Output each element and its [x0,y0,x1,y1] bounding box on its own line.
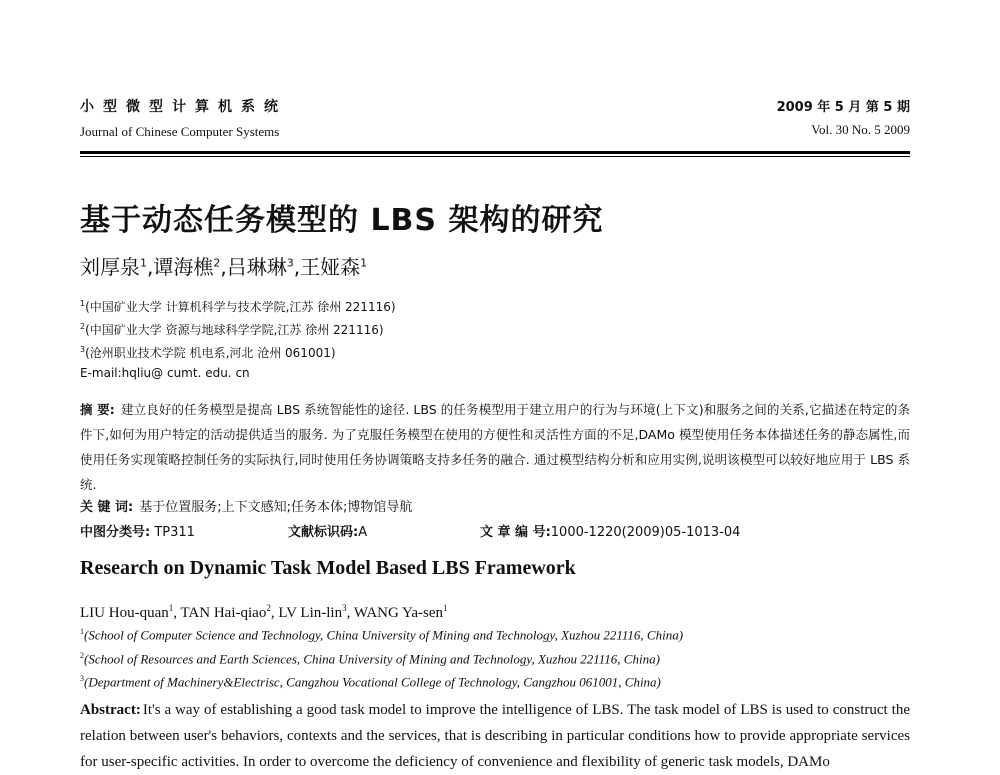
paper-title-en: Research on Dynamic Task Model Based LBS Framework [80,557,576,579]
affiliation-en [80,627,683,643]
affiliation-cn [80,321,384,338]
clc-label: 中图分类号: [80,525,151,540]
issue-date-cn: 2009 年 5 月 第 5 期 [776,100,910,115]
abstract-en-text: It's a way of establishing a good task model to improve the intelligence of LBS. The task model of LBS is used to construct the relation between user's behaviors, contexts and the services, that is describing in particular conditions how to provide appropriate services for user-specific activities. In order to overcome the deficiency of convenience and flexibility of generic task models, DAMo [80,702,910,770]
author-name: 谭海樵 [153,255,214,279]
doc-label: 文献标识码: [288,525,359,540]
author-name: 王娅森 [300,255,361,279]
author-sup: 1 [140,256,147,270]
aff-sup: 3 [80,345,86,354]
abstract-cn [80,397,910,497]
keywords-cn [80,496,412,515]
aff-text: (Department of Machinery&Electrisc, Cangzhou Vocational College of Technology, Cangzhou 061001, China) [84,674,661,690]
journal-title-cn: 小型微型计算机系统 [80,99,287,115]
aff-text: (中国矿业大学 资源与地球科学学院,江苏 徐州 221116) [85,323,384,337]
clc-code [80,521,195,540]
keywords-cn-text: 基于位置服务;上下文感知;任务本体;博物馆导航 [139,500,413,515]
author-sup: 1 [360,256,368,270]
author-name: 吕琳琳 [226,255,287,279]
authors-cn: 刘厚泉$^1$,谭海樵$^2$,吕琳琳$^3$,王娅森$^1$ [80,255,368,279]
email: E-mail:hqliu@ cumt. edu. cn [80,366,250,380]
author-sup: 1 [168,603,174,613]
author-sup: 3 [342,603,347,613]
journal-title-en: Journal of Chinese Computer Systems [80,124,280,139]
keywords-cn-label: 关 键 词: [80,500,134,515]
aff-sup: 3 [80,674,84,683]
author-name: 刘厚泉 [80,255,140,279]
abstract-cn-label: 摘 要: [80,402,115,417]
author-name-en: WANG Ya-sen [353,605,443,621]
aff-text: (中国矿业大学 计算机科学与技术学院,江苏 徐州 221116) [85,300,396,314]
affiliation-en [80,651,660,667]
article-label: 文 章 编 号: [480,525,551,540]
article-value: 1000-1220(2009)05-1013-04 [550,525,741,540]
abstract-en [80,697,910,775]
aff-sup: 1 [80,627,84,636]
article-number [480,521,740,540]
author-sup: 3 [286,256,294,270]
header-rule-thick [80,151,910,154]
clc-value: TP311 [154,525,195,540]
aff-sup: 2 [80,651,84,660]
author-sup: 2 [266,603,271,613]
header-rule-thin [80,156,910,157]
volume-info: Vol. 30 No. 5 2009 [811,122,910,137]
author-sup: 2 [213,256,221,270]
author-name-en: LIU Hou-quan [80,605,169,621]
aff-text: (School of Resources and Earth Sciences, China University of Mining and Technology, Xuzhou 221116, China) [84,651,660,667]
affiliation-en [80,674,661,690]
aff-sup: 2 [80,322,86,331]
aff-sup: 1 [80,299,86,308]
doc-value: A [358,525,368,540]
author-name-en: LV Lin-lin [278,605,343,621]
doc-code [288,521,367,540]
author-name-en: TAN Hai-qiao [180,605,267,621]
aff-text: (School of Computer Science and Technology, China University of Mining and Technology, Xuzhou 221116, China) [84,627,684,643]
abstract-en-label: Abstract: [80,702,141,718]
abstract-cn-text: 建立良好的任务模型是提高 LBS 系统智能性的途径. LBS 的任务模型用于建立用户的行为与环境(上下文)和服务之间的关系,它描述在特定的条件下,如何为用户特定的活动提供适当的服务. 为了克服任务模型在使用的方便性和灵活性方面的不足,DAMo 模型使用任务本体描述任务的静态属性,而使用任务实现策略控制任务的实际执行,同时使用任务协调策略支持多任务的融合. 通过模型结构分析和应用实例,说明该模型可以较好地应用于 LBS 系统. [80,402,910,492]
author-sup: 1 [443,603,448,613]
authors-en: LIU Hou-quan$^1$, TAN Hai-qiao$^2$, LV Lin-lin$^3$, WANG Ya-sen$^1$ [80,603,448,621]
affiliation-cn [80,344,336,361]
affiliation-cn [80,298,396,315]
aff-text: (沧州职业技术学院 机电系,河北 沧州 061001) [85,346,336,360]
paper-title-cn: 基于动态任务模型的 LBS 架构的研究 [80,203,604,238]
